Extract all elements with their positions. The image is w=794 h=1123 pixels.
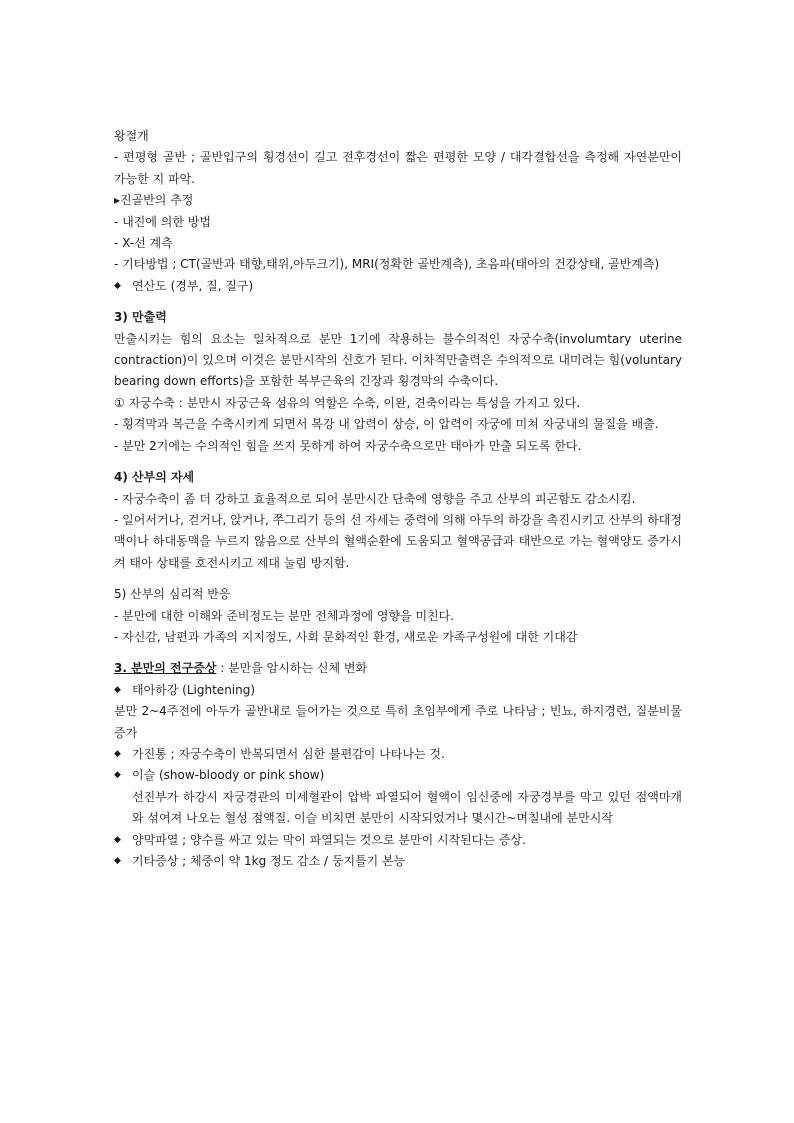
text-line: - 편평형 골반 ; 골반입구의 횡경선이 길고 전후경선이 짧은 편평한 모양 / 대각결합선을 측정해 자연분만이 가능한 지 파악. <box>114 150 682 186</box>
bullet-text: 양막파열 ; 양수를 싸고 있는 막이 파열되는 것으로 분만이 시작된다는 증상. <box>132 832 526 847</box>
text-line: 만출시키는 힘의 요소는 일차적으로 분만 1기에 작용하는 불수의적인 자궁수축(involumtary uterine contraction)이 있으며 이것은 분만시작의 신호가 된다. 이차적만출력은 수의적으로 내미려는 힘(voluntary bearing down efforts)을 포함한 복부근육의 긴장과 횡경막의 수축이다. <box>114 331 682 389</box>
section-heading: 4) 산부의 자세 <box>114 470 195 485</box>
text-line: ▸진골반의 추정 <box>114 193 194 208</box>
bullet-item <box>114 276 682 297</box>
bullet-text: 이슬 (show-bloody or pink show) <box>132 768 325 783</box>
text-line: - 기타방법 ; CT(골반과 태향,태위,아두크기), MRI(정확한 골반계측), 초음파(태아의 건강상태, 골반계측) <box>114 257 660 272</box>
diamond-bullet-icon: ◆ <box>114 748 121 759</box>
section-heading <box>114 658 682 679</box>
diamond-bullet-icon: ◆ <box>114 856 121 866</box>
section-title-rest: : 분만을 암시하는 신체 변화 <box>216 661 368 676</box>
text-line: 선진부가 하강시 자궁경관의 미세혈관이 압박 파열되어 혈액이 임신중에 자궁경부를 막고 있던 점액마개와 섞여져 나오는 혈성 점액질. 이슬 비치면 분만이 시작되었거나 몇시간~며칠내에 분만시작 <box>132 789 682 826</box>
text-line: ① 자궁수축 : 분만시 자궁근육 섬유의 역할은 수축, 이완, 견축이라는 특성을 가지고 있다. <box>114 395 581 410</box>
text-line: - 자궁수축이 좀 더 강하고 효율적으로 되어 분만시간 단축에 영향을 주고 산부의 피곤함도 감소시킴. <box>114 491 636 506</box>
diamond-bullet-icon: ◆ <box>114 834 121 845</box>
bullet-item <box>114 680 682 701</box>
section-title-underlined: 3. 분만의 전구증상 <box>114 661 217 676</box>
diamond-bullet-icon: ◆ <box>114 684 121 695</box>
section-heading: 5) 산부의 심리적 반응 <box>114 587 231 602</box>
bullet-item <box>114 851 682 872</box>
text-line: - 일어서거나, 걷거나, 앉거나, 쭈그리기 등의 선 자세는 중력에 의해 아두의 하강을 촉진시키고 산부의 하대정맥이나 하대동맥을 누르지 않음으로 산부의 혈액순환에 도움되고 혈액공급과 태반으로 가는 혈액양도 증가시켜 태아 상태를 호전시키고 제대 눌림 방지함. <box>114 512 682 570</box>
text-line: - 자신감, 남편과 가족의 지지정도, 사회 문화적인 환경, 새로운 가족구성원에 대한 기대감 <box>114 629 578 644</box>
diamond-bullet-icon: ◆ <box>114 770 121 781</box>
text-line: - 분만 2기에는 수의적인 힘을 쓰지 못하게 하여 자궁수축으로만 태아가 만출 되도록 한다. <box>114 438 582 453</box>
text-line: - X-선 계측 <box>114 236 173 251</box>
text-line: - 분만에 대한 이해와 준비정도는 분만 전체과정에 영향을 미친다. <box>114 608 455 623</box>
text-line: 왕절개 <box>114 129 149 143</box>
bullet-text: 태아하강 (Lightening) <box>132 682 256 697</box>
text-line: - 내진에 의한 방법 <box>114 214 211 229</box>
bullet-text: 가진통 ; 자궁수축이 반복되면서 심한 불편감이 나타나는 것. <box>132 746 445 761</box>
section-heading: 3) 만출력 <box>114 310 167 325</box>
diamond-bullet-icon: ◆ <box>114 280 121 291</box>
document-page <box>114 126 682 872</box>
bullet-item <box>114 744 682 765</box>
bullet-text: 기타증상 ; 체중이 약 1kg 정도 감소 / 둥지틀기 본능 <box>132 854 406 868</box>
text-line: 분만 2~4주전에 아두가 골반내로 들어가는 것으로 특히 초임부에게 주로 나타남 ; 빈뇨, 하지경련, 질분비물 증가 <box>114 704 682 740</box>
text-line: - 횡격막과 복근을 수축시키게 되면서 복강 내 압력이 상승, 이 압력이 자궁에 미쳐 자궁내의 물질을 배출. <box>114 417 659 432</box>
bullet-item <box>114 765 682 786</box>
bullet-text: 연산도 (경부, 질, 질구) <box>132 278 254 293</box>
bullet-item <box>114 830 682 851</box>
